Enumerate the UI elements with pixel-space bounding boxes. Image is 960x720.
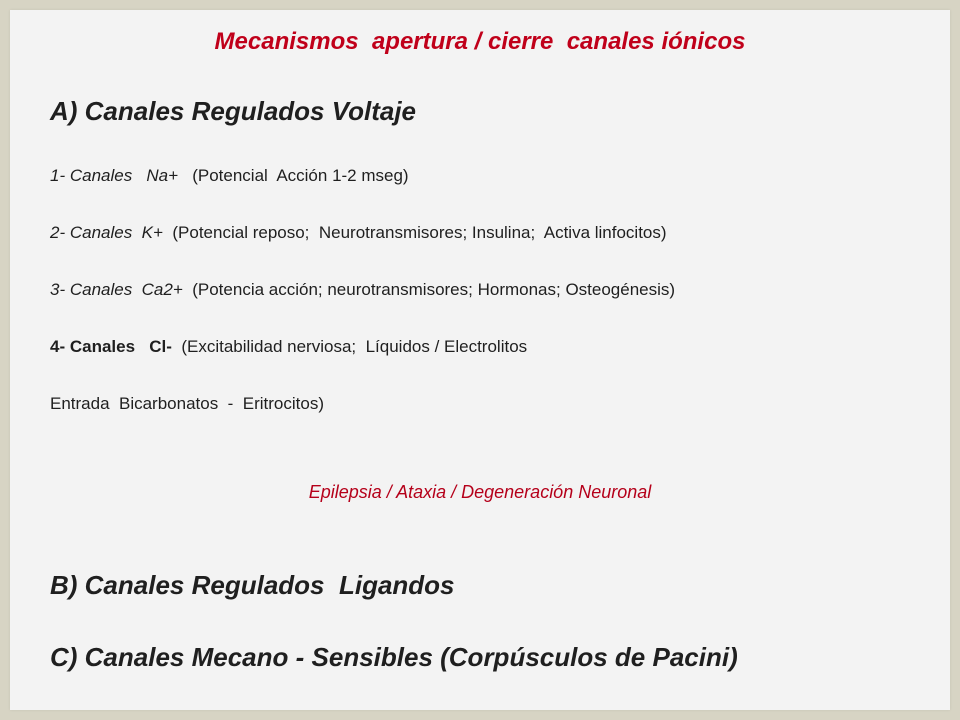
list-item-na-channels — [50, 166, 409, 186]
list-item-ca-channels — [50, 280, 675, 300]
item-description: (Excitabilidad nerviosa; Líquidos / Electrolitos — [171, 337, 528, 356]
item-label: 3- Canales Ca2+ — [50, 280, 183, 299]
list-item-k-channels — [50, 223, 667, 243]
item-description: (Potencia acción; neurotransmisores; Hormonas; Osteogénesis) — [182, 280, 676, 299]
disease-list: Epilepsia / Ataxia / Degeneración Neuronal — [308, 482, 652, 502]
slide-title: Mecanismos apertura / cierre canales iónicos — [214, 28, 746, 55]
item-label: 2- Canales K+ — [50, 223, 163, 242]
item-label: 1- Canales Na+ — [50, 166, 179, 185]
section-b-heading: B) Canales Regulados Ligandos — [50, 570, 455, 600]
list-item-continuation: Entrada Bicarbonatos - Eritrocitos) — [50, 394, 325, 413]
section-a-heading: A) Canales Regulados Voltaje — [50, 96, 417, 126]
list-item-cl-channels — [50, 337, 527, 357]
item-label: 4- Canales Cl- — [50, 337, 172, 356]
item-description: (Potencial reposo; Neurotransmisores; Insulina; Activa linfocitos) — [162, 223, 667, 242]
section-c-heading: C) Canales Mecano - Sensibles (Corpúsculos de Pacini) — [50, 642, 738, 672]
item-description: (Potencial Acción 1-2 mseg) — [178, 166, 409, 185]
